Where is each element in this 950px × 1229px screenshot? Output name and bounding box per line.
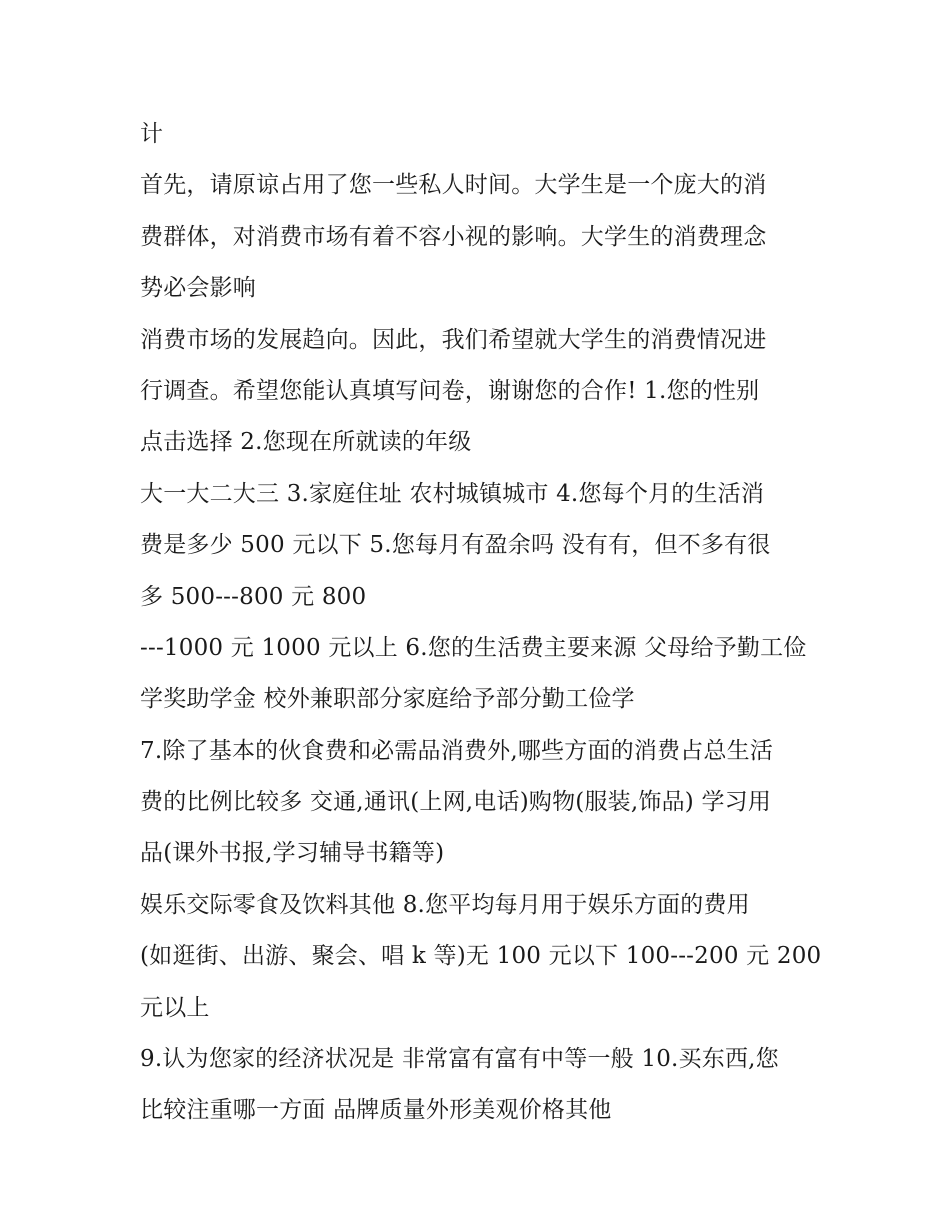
- text-line: 大一大二大三 3.家庭住址 农村城镇城市 4.您每个月的生活消: [140, 480, 765, 507]
- text-line: 元以上: [140, 994, 210, 1021]
- text-line: 计: [140, 121, 164, 147]
- text-line: 费是多少 500 元以下 5.您每月有盈余吗 没有有，但不多有很: [140, 532, 771, 559]
- text-line: 行调查。希望您能认真填写问卷，谢谢您的合作! 1.您的性别: [140, 377, 760, 404]
- text-line: 势必会影响: [140, 275, 256, 302]
- document-body: [140, 109, 840, 1137]
- text-line: 9.认为您家的经济状况是 非常富有富有中等一般 10.买东西,您: [140, 1046, 779, 1073]
- text-line: 费的比例比较多 交通,通讯(上网,电话)购物(服装,饰品) 学习用: [140, 789, 772, 816]
- text-line: 多 500---800 元 800: [140, 583, 367, 610]
- text-line: 7.除了基本的伙食费和必需品消费外,哪些方面的消费占总生活: [140, 737, 774, 764]
- text-line: 品(课外书报,学习辅导书籍等): [140, 840, 445, 867]
- text-line: 娱乐交际零食及饮料其他 8.您平均每月用于娱乐方面的费用: [140, 891, 750, 918]
- text-line: 费群体，对消费市场有着不容小视的影响。大学生的消费理念: [140, 223, 767, 250]
- text-line: ---1000 元 1000 元以上 6.您的生活费主要来源 父母给予勤工俭: [140, 634, 807, 661]
- text-line: 首先，请原谅占用了您一些私人时间。大学生是一个庞大的消: [140, 172, 767, 199]
- text-line: (如逛街、出游、聚会、唱 k 等)无 100 元以下 100---200 元 200: [140, 943, 822, 970]
- text-line: 点击选择 2.您现在所就读的年级: [140, 429, 472, 456]
- text-line: 比较注重哪一方面 品牌质量外形美观价格其他: [140, 1097, 612, 1124]
- text-line: 消费市场的发展趋向。因此，我们希望就大学生的消费情况进: [140, 326, 767, 353]
- text-line: 学奖助学金 校外兼职部分家庭给予部分勤工俭学: [140, 686, 635, 713]
